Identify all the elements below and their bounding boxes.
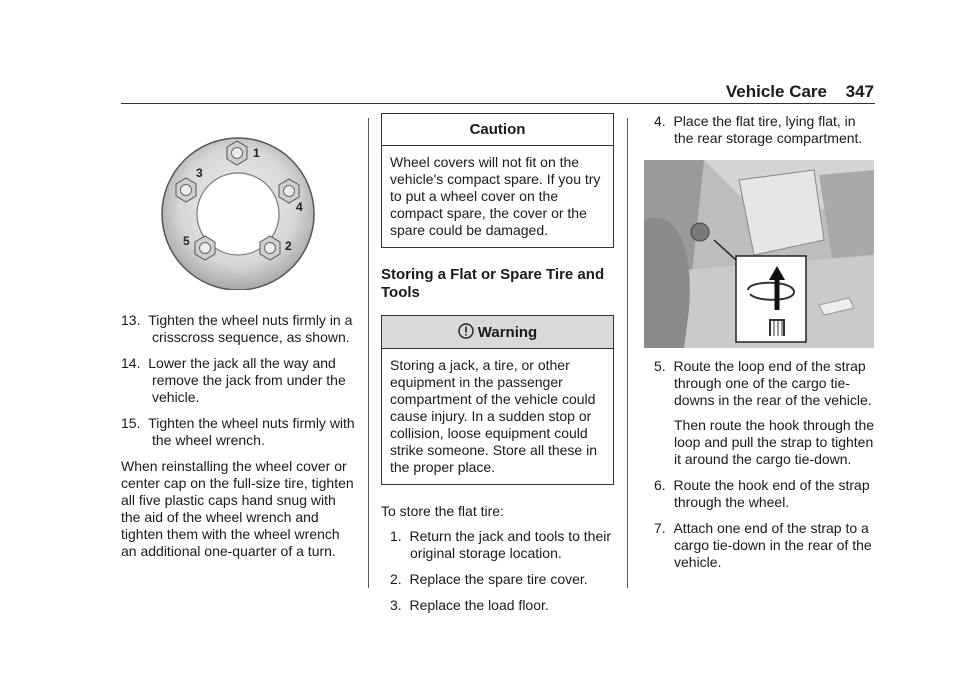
store-step-3: 3. Replace the load floor.	[390, 597, 549, 613]
store-intro: To store the flat tire:	[381, 503, 504, 519]
caution-text: Wheel covers will not fit on the vehicle's compact spare. If you try to put a wheel cover on the compact spare, the cover or the spare could be damaged.	[390, 154, 601, 238]
reinstall-paragraph: When reinstalling the wheel cover or center cap on the full-size tire, tighten all five plastic caps hand snug with the aid of the wheel wrench and tighten them with the wheel wrench an additional one-quarter of a turn.	[121, 458, 354, 559]
store-step-2: 2. Replace the spare tire cover.	[390, 571, 588, 587]
nut-label-3: 3	[196, 166, 203, 180]
warning-text: Storing a jack, a tire, or other equipment in the passenger compartment of the vehicle could cause injury. In a sudden stop or collision, loose equipment could strike someone. Store all these in the proper place.	[390, 357, 597, 475]
nut-label-4: 4	[296, 200, 303, 214]
section-heading: Storing a Flat or Spare Tire and Tools	[381, 266, 605, 301]
warning-box	[381, 315, 614, 485]
page-header	[0, 0, 960, 110]
cargo-area-illustration	[644, 160, 874, 348]
warning-icon	[458, 323, 474, 339]
caution-title: Caution	[382, 114, 613, 146]
step-6: 6. Route the hook end of the strap through the wheel.	[654, 477, 870, 510]
page-number: 347	[845, 82, 874, 101]
step-4: 4. Place the flat tire, lying flat, in the rear storage compartment.	[654, 113, 863, 146]
header-rule	[121, 103, 875, 104]
wheel-nut-diagram	[150, 130, 326, 290]
warning-title: Warning	[477, 324, 538, 341]
store-step-1: 1. Return the jack and tools to their original storage location.	[390, 528, 612, 561]
column-divider-1	[368, 118, 369, 588]
caution-box	[381, 113, 614, 248]
column-3-top	[645, 113, 877, 156]
warning-header	[382, 316, 613, 349]
step-5: 5. Route the loop end of the strap through one of the cargo tie-downs in the rear of the vehicle.	[654, 358, 872, 408]
nut-label-2: 2	[285, 239, 292, 253]
nut-label-5: 5	[183, 234, 190, 248]
section-title: Vehicle Care	[725, 82, 827, 101]
column-2	[381, 113, 614, 623]
step-5-continued: Then route the hook through the loop and pull the strap to tighten it around the cargo tie-down.	[674, 417, 875, 467]
nut-label-1: 1	[253, 146, 260, 160]
step-14: 14. Lower the jack all the way and remove the jack from under the vehicle.	[121, 355, 346, 405]
column-1	[121, 312, 357, 568]
column-divider-2	[627, 118, 628, 588]
step-7: 7. Attach one end of the strap to a cargo tie-down in the rear of the vehicle.	[654, 520, 872, 570]
step-15: 15. Tighten the wheel nuts firmly with the wheel wrench.	[121, 415, 355, 448]
column-3-bottom	[645, 358, 877, 580]
step-13: 13. Tighten the wheel nuts firmly in a crisscross sequence, as shown.	[121, 312, 353, 345]
